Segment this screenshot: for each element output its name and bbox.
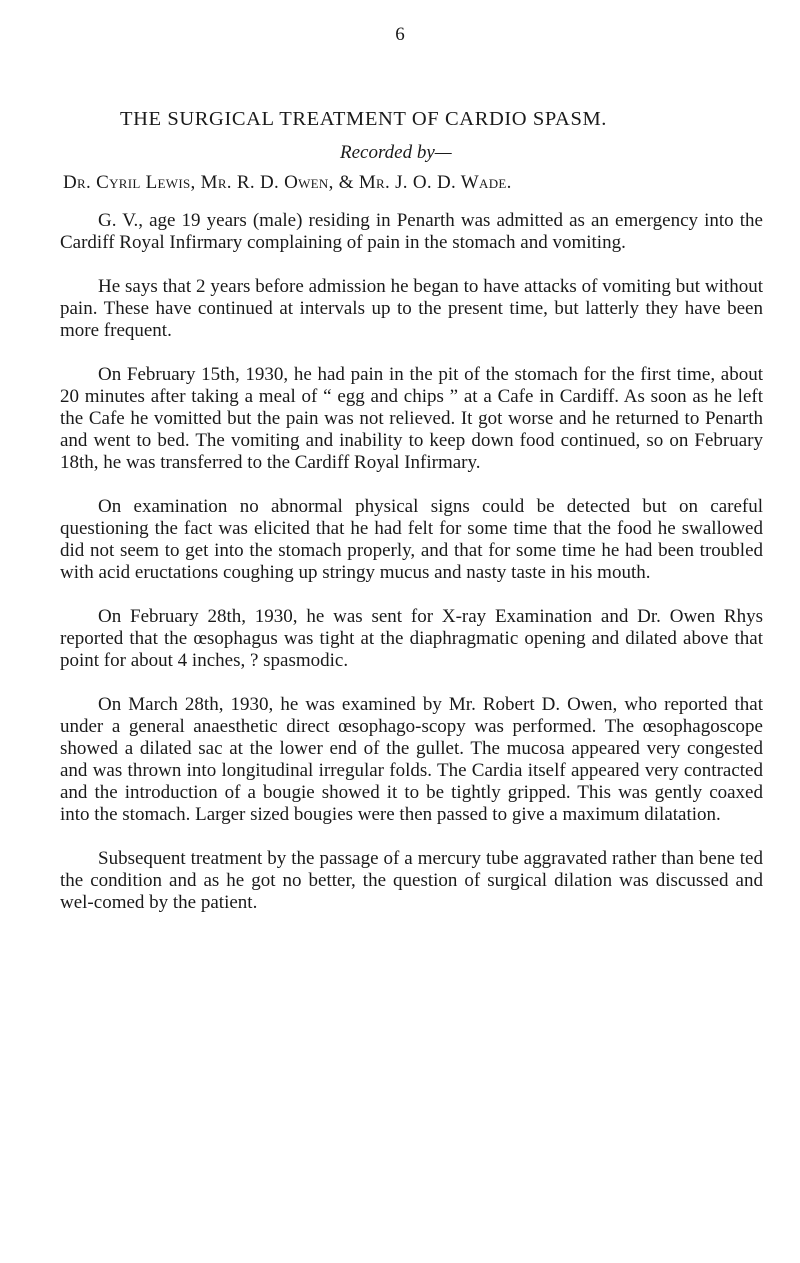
paragraph-xray: On February 28th, 1930, he was sent for X-ray Examination and Dr. Owen Rhys reported that the œsophagus was tight at the diaphragmatic opening and dilated above that point for about 4 inches, ? spasmodic.: [60, 606, 763, 671]
document-title: THE SURGICAL TREATMENT OF CARDIO SPASM.: [120, 108, 608, 130]
paragraph-history: He says that 2 years before admission he began to have attacks of vomiting but without pain. These have continued at intervals up to the present time, but latterly they have been more frequent.: [60, 276, 763, 341]
paragraph-onset: On February 15th, 1930, he had pain in the pit of the stomach for the first time, about 20 minutes after taking a meal of “ egg and chips ” at a Cafe in Cardiff. As soon as he left the Cafe he vomitted but the pain was not relieved. It got worse and he returned to Penarth and went to bed. The vomiting and inability to keep down food continued, so on February 18th, he was transferred to the Cardiff Royal Infirmary.: [60, 364, 763, 473]
paragraph-oesophagoscopy: On March 28th, 1930, he was examined by Mr. Robert D. Owen, who reported that under a general anaesthetic direct œsophago-scopy was performed. The œsophagoscope showed a dilated sac at the lower end of the gullet. The mucosa appeared very congested and was thrown into longitudinal irregular folds. The Cardia itself appeared very contracted and the introduction of a bougie showed it to be tightly gripped. This was gently coaxed into the stomach. Larger sized bougies were then passed to give a maximum dilatation.: [60, 694, 763, 825]
authors-line: Dr. Cyril Lewis, Mr. R. D. Owen, & Mr. J. O. D. Wade.: [63, 172, 512, 193]
page-number: 6: [395, 24, 405, 45]
recorded-by-label: Recorded by—: [340, 142, 452, 163]
paragraph-admission: G. V., age 19 years (male) residing in Penarth was admitted as an emergency into the Cardiff Royal Infirmary complaining of pain in the stomach and vomiting.: [60, 210, 763, 253]
paragraph-subsequent-treatment: Subsequent treatment by the passage of a mercury tube aggravated rather than bene ted the condition and as he got no better, the question of surgical dilation was discussed and wel-comed by the patient.: [60, 848, 763, 913]
paragraph-examination: On examination no abnormal physical signs could be detected but on careful questioning the fact was elicited that he had felt for some time that the food he swallowed did not seem to get into the stomach properly, and that for some time he had been troubled with acid eructations coughing up stringy mucus and nasty taste in his mouth.: [60, 496, 763, 583]
body-text: [60, 210, 763, 936]
